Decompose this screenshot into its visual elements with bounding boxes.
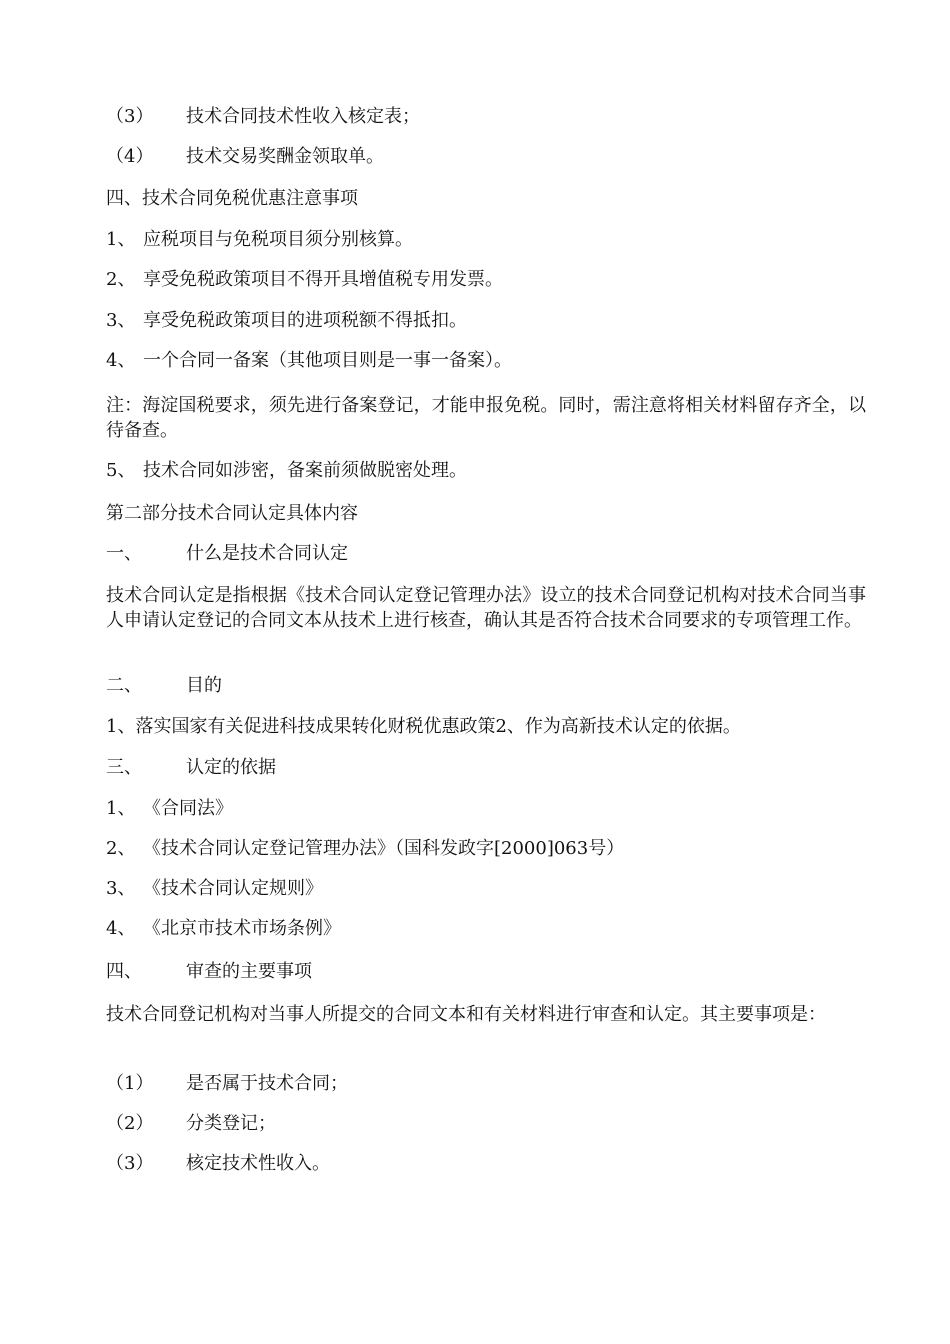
list-item xyxy=(106,229,413,251)
list-item xyxy=(106,838,624,860)
section-number: 一、 xyxy=(106,543,142,564)
item-text: 技术交易奖酬金领取单。 xyxy=(186,146,384,167)
list-item xyxy=(106,350,512,372)
section-heading: 四、技术合同免税优惠注意事项 xyxy=(106,188,358,209)
item-text: 分类登记； xyxy=(186,1113,276,1134)
list-item xyxy=(106,460,467,482)
list-item xyxy=(106,1073,348,1095)
list-item xyxy=(106,146,384,168)
section-heading xyxy=(106,961,312,983)
item-number: 1、 xyxy=(106,229,136,250)
section-heading xyxy=(106,543,348,565)
item-text: 技术合同技术性收入核定表； xyxy=(186,106,420,127)
section-heading xyxy=(106,757,276,779)
list-item xyxy=(106,1153,330,1175)
section-number: 二、 xyxy=(106,675,142,696)
section-title: 目的 xyxy=(186,675,222,696)
item-number: 2、 xyxy=(106,838,136,859)
list-item xyxy=(106,918,341,940)
list-item xyxy=(106,310,467,332)
item-number: （3） xyxy=(106,106,154,127)
item-text: 一个合同一备案（其他项目则是一事一备案）。 xyxy=(143,350,512,371)
item-number: 4、 xyxy=(106,918,136,939)
list-item xyxy=(106,1113,276,1135)
item-text: 应税项目与免税项目须分别核算。 xyxy=(143,229,413,250)
list-item xyxy=(106,269,503,291)
item-number: （4） xyxy=(106,146,154,167)
item-text: 享受免税政策项目的进项税额不得抵扣。 xyxy=(143,310,467,331)
body-line: 1、落实国家有关促进科技成果转化财税优惠政策2、作为高新技术认定的依据。 xyxy=(106,716,741,737)
item-number: 3、 xyxy=(106,878,136,899)
item-text: 是否属于技术合同； xyxy=(186,1073,348,1094)
item-text: 《北京市技术市场条例》 xyxy=(143,918,341,939)
item-text: 核定技术性收入。 xyxy=(186,1153,330,1174)
item-number: 5、 xyxy=(106,460,136,481)
item-text: 享受免税政策项目不得开具增值税专用发票。 xyxy=(143,269,503,290)
item-number: 2、 xyxy=(106,269,136,290)
body-paragraph: 技术合同登记机构对当事人所提交的合同文本和有关材料进行审查和认定。其主要事项是： xyxy=(106,1004,826,1025)
item-number: 1、 xyxy=(106,798,136,819)
body-paragraph: 技术合同认定是指根据《技术合同认定登记管理办法》设立的技术合同登记机构对技术合同当事人申请认定登记的合同文本从技术上进行核查，确认其是否符合技术合同要求的专项管理工作。 xyxy=(106,585,866,631)
section-title: 认定的依据 xyxy=(186,757,276,778)
item-number: （3） xyxy=(106,1153,154,1174)
item-number: （1） xyxy=(106,1073,154,1094)
section-title: 什么是技术合同认定 xyxy=(186,543,348,564)
item-text: 《技术合同认定登记管理办法》（国科发政字[2000]063号） xyxy=(143,838,625,859)
section-number: 四、 xyxy=(106,961,142,982)
note-paragraph: 注：海淀国税要求，须先进行备案登记，才能申报免税。同时，需注意将相关材料留存齐全，以待备查。 xyxy=(106,395,866,441)
item-text: 《技术合同认定规则》 xyxy=(143,878,323,899)
part-heading: 第二部分技术合同认定具体内容 xyxy=(106,503,358,524)
section-title: 审查的主要事项 xyxy=(186,961,312,982)
list-item xyxy=(106,798,233,820)
item-number: （2） xyxy=(106,1113,154,1134)
list-item xyxy=(106,106,420,128)
section-number: 三、 xyxy=(106,757,142,778)
item-text: 《合同法》 xyxy=(143,798,233,819)
item-number: 3、 xyxy=(106,310,136,331)
list-item xyxy=(106,878,323,900)
item-text: 技术合同如涉密，备案前须做脱密处理。 xyxy=(143,460,467,481)
section-heading xyxy=(106,675,222,697)
item-number: 4、 xyxy=(106,350,136,371)
